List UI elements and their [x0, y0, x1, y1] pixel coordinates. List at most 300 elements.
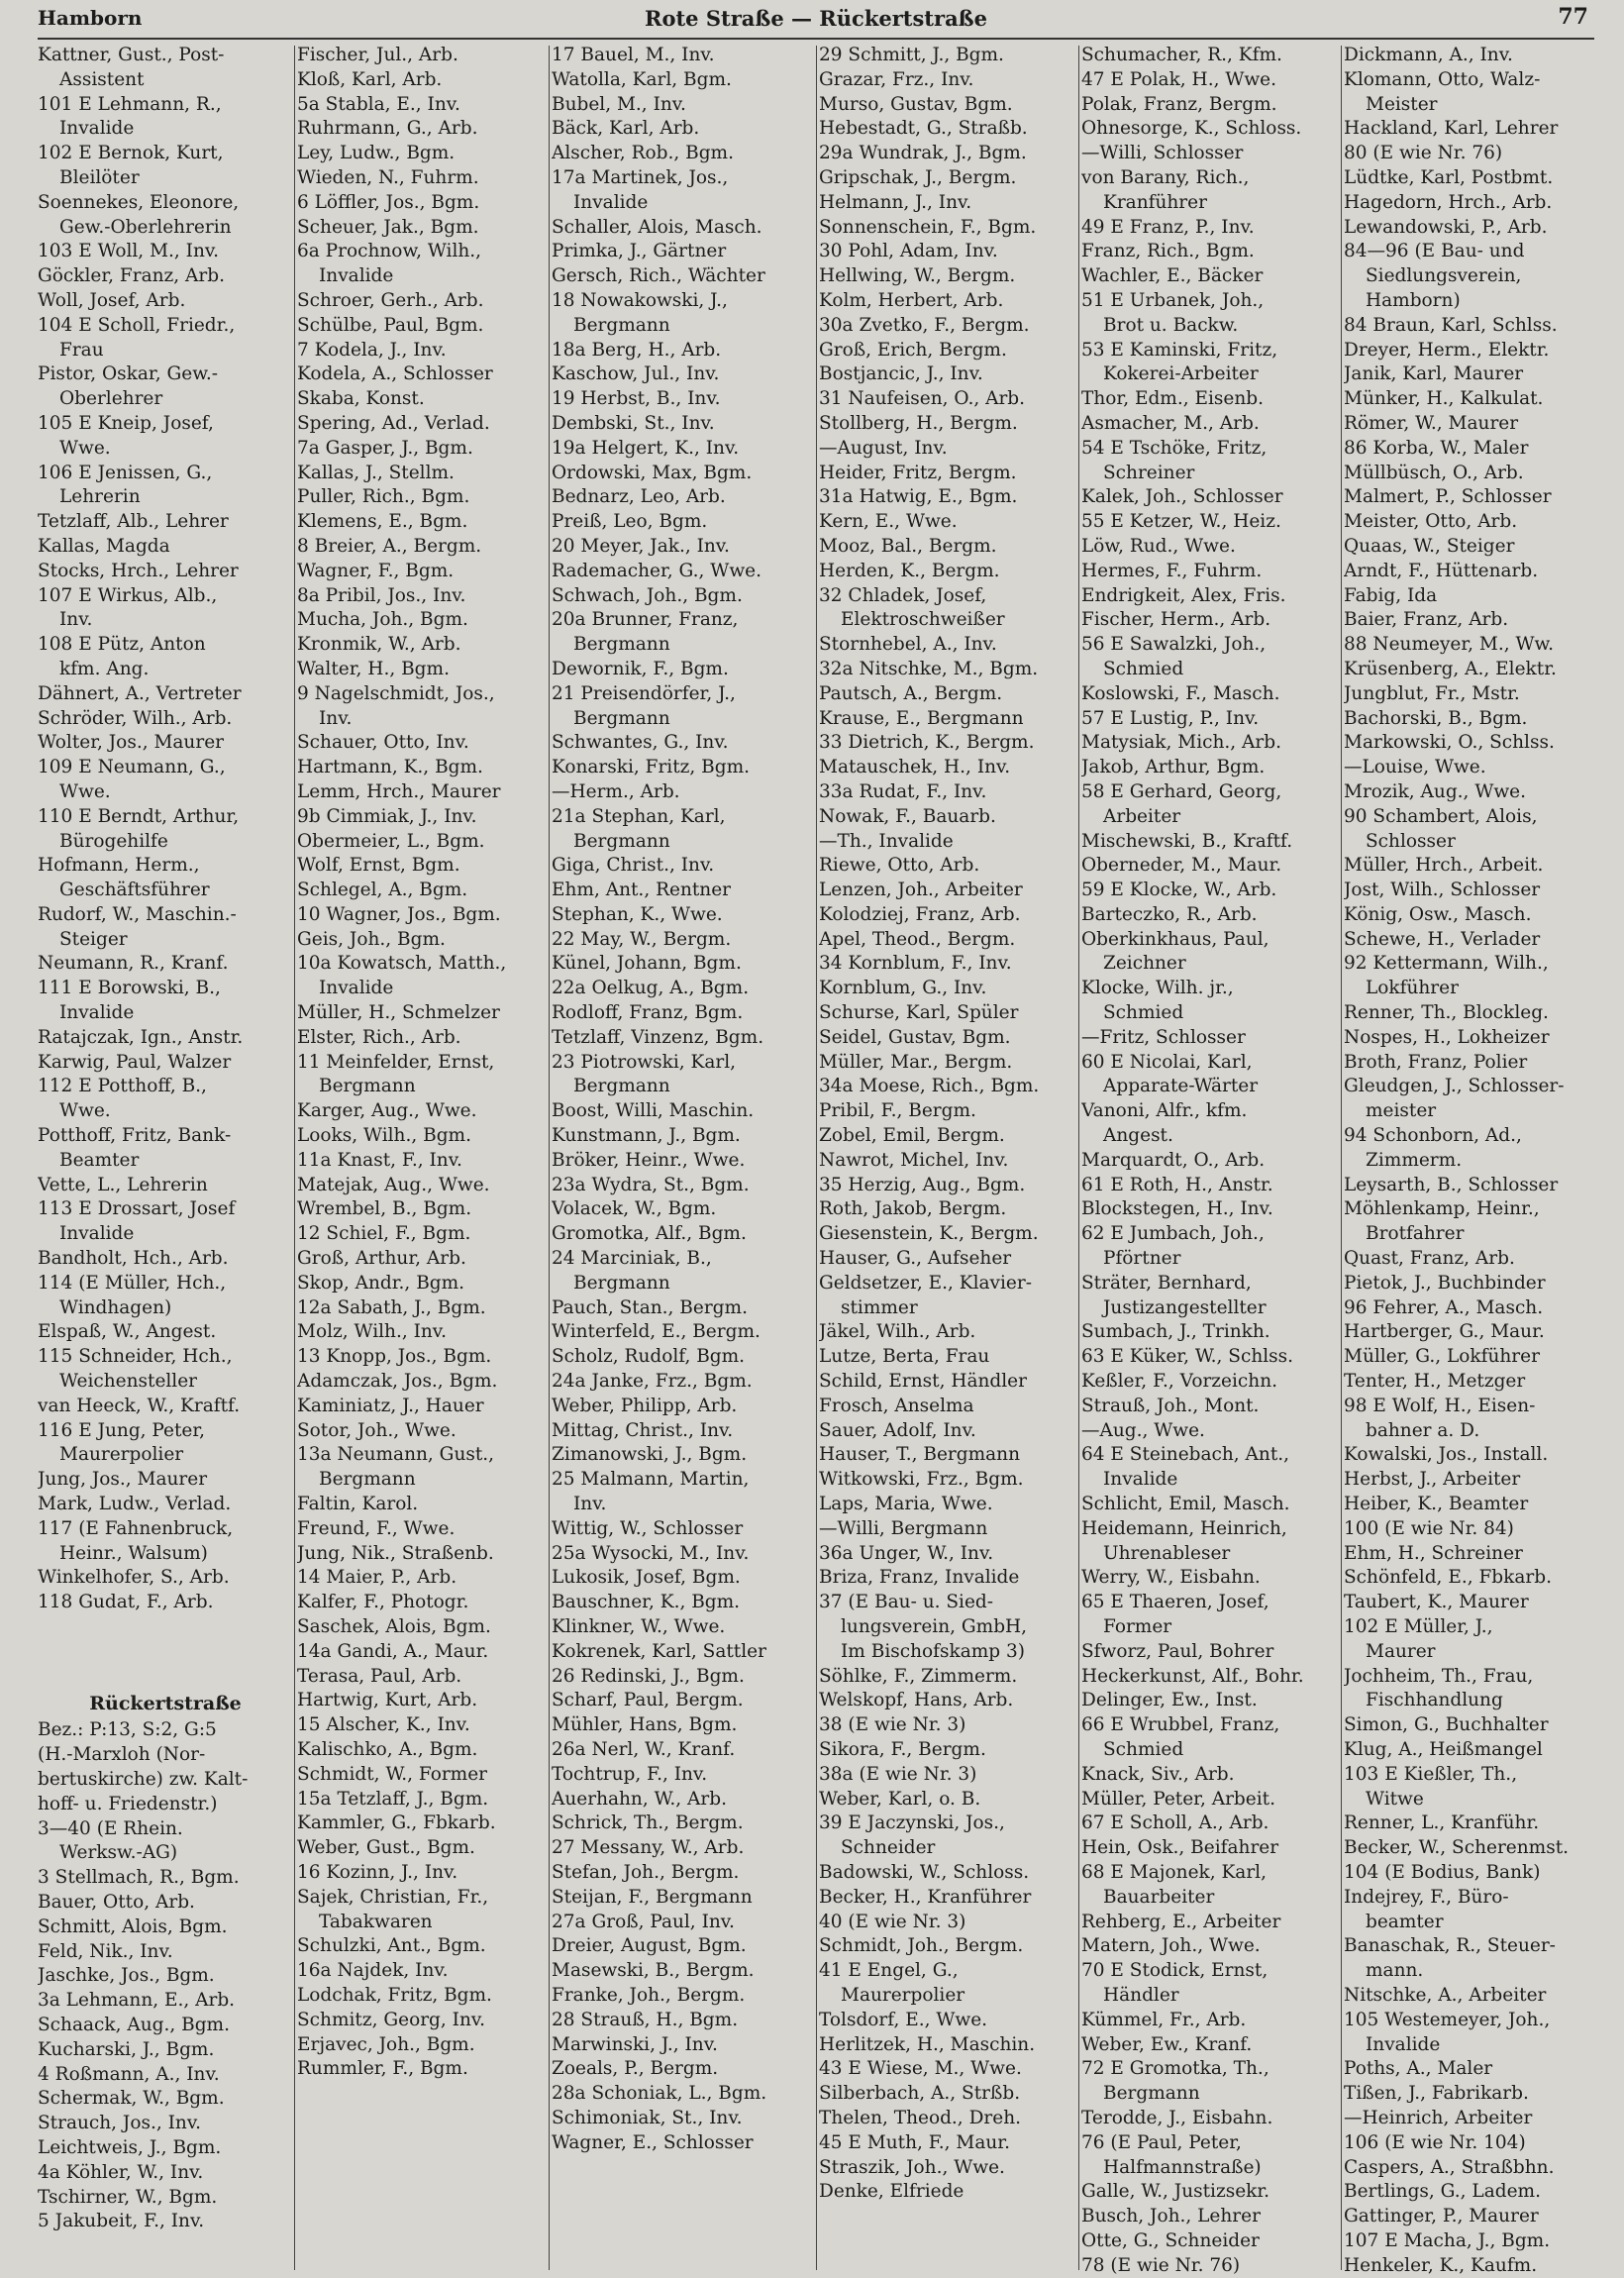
directory-entry: Schild, Ernst, Händler: [819, 1371, 1027, 1393]
directory-entry: 116 E Jung, Peter,: [38, 1419, 206, 1441]
directory-entry: 19 Herbst, B., Inv.: [552, 388, 721, 410]
directory-entry: Scholz, Rudolf, Bgm.: [552, 1346, 746, 1368]
directory-entry: 65 E Thaeren, Josef,: [1081, 1592, 1269, 1613]
directory-entry: 55 E Ketzer, W., Heiz.: [1081, 511, 1281, 533]
directory-entry: Auerhahn, W., Arb.: [552, 1788, 727, 1810]
directory-entry: Tetzlaff, Alb., Lehrer: [38, 511, 229, 533]
directory-entry: Wachler, E., Bäcker: [1081, 265, 1264, 287]
directory-entry: 72 E Gromotka, Th.,: [1081, 2058, 1269, 2080]
directory-entry: Sikora, F., Bergm.: [819, 1738, 986, 1760]
entry-continuation: Elektroschweißer: [841, 609, 1005, 631]
entry-continuation: Zeichner: [1103, 953, 1186, 975]
directory-entry: Thelen, Theod., Dreh.: [819, 2107, 1021, 2128]
directory-entry: Mucha, Joh., Bgm.: [297, 609, 468, 631]
directory-entry: 61 E Roth, H., Anstr.: [1081, 1174, 1273, 1195]
directory-entry: 67 E Scholl, A., Arb.: [1081, 1812, 1269, 1834]
entry-continuation: Invalide: [59, 1223, 135, 1245]
directory-entry: Schauer, Otto, Inv.: [297, 732, 469, 754]
entry-continuation: Händler: [1103, 1984, 1179, 2006]
directory-entry: 21a Stephan, Karl,: [552, 805, 726, 827]
directory-entry: Pauch, Stan., Bergm.: [552, 1296, 748, 1318]
directory-entry: Steijan, F., Bergmann: [552, 1886, 753, 1908]
page-number: 77: [1558, 4, 1588, 30]
directory-entry: Denke, Elfriede: [819, 2181, 964, 2203]
entry-continuation: Invalide: [319, 265, 394, 287]
directory-entry: 3 Stellmach, R., Bgm.: [38, 1867, 240, 1889]
directory-entry: Lüdtke, Karl, Postbmt.: [1344, 166, 1554, 188]
directory-entry: Murso, Gustav, Bgm.: [819, 93, 1013, 115]
directory-entry: 90 Schambert, Alois,: [1344, 805, 1538, 827]
directory-entry: 22 May, W., Bergm.: [552, 928, 732, 950]
entry-continuation: Invalide: [59, 118, 135, 140]
directory-entry: Müllbüsch, O., Arb.: [1344, 462, 1524, 483]
directory-entry: 31a Hatwig, E., Bgm.: [819, 486, 1018, 508]
directory-entry: Hackland, Karl, Lehrer: [1344, 118, 1559, 140]
directory-entry: Adamczak, Jos., Bgm.: [297, 1371, 498, 1393]
directory-entry: 3—40 (E Rhein.: [38, 1817, 183, 1839]
directory-entry: 33a Rudat, F., Inv.: [819, 780, 987, 802]
directory-entry: Simon, G., Buchhalter: [1344, 1714, 1549, 1736]
directory-entry: Kammler, G., Fbkarb.: [297, 1812, 496, 1834]
directory-entry: Groß, Arthur, Arb.: [297, 1248, 466, 1270]
directory-entry: Witkowski, Frz., Bgm.: [819, 1469, 1024, 1491]
entry-continuation: Meister: [1366, 93, 1438, 115]
directory-entry: Wagner, E., Schlosser: [552, 2131, 754, 2153]
directory-entry: Kaschow, Jul., Inv.: [552, 363, 720, 385]
directory-entry: Matauschek, H., Inv.: [819, 757, 1011, 778]
entry-continuation: Windhagen): [59, 1296, 172, 1318]
directory-entry: Matysiak, Mich., Arb.: [1081, 732, 1281, 754]
directory-entry: Bröker, Heinr., Wwe.: [552, 1149, 746, 1171]
directory-entry: 5 Jakubeit, F., Inv.: [38, 2211, 205, 2232]
directory-entry: Leysarth, B., Schlosser: [1344, 1174, 1559, 1195]
directory-entry: 51 E Urbanek, Joh.,: [1081, 289, 1265, 311]
directory-entry: Jaschke, Jos., Bgm.: [38, 1965, 215, 1987]
directory-entry: Preiß, Leo, Bgm.: [552, 511, 708, 533]
directory-entry: Frosch, Anselma: [819, 1395, 974, 1416]
directory-entry: Elster, Rich., Arb.: [297, 1026, 461, 1048]
directory-entry: Zimanowski, J., Bgm.: [552, 1444, 748, 1466]
directory-entry: Heidemann, Heinrich,: [1081, 1517, 1287, 1539]
directory-entry: 9b Cimmiak, J., Inv.: [297, 805, 477, 827]
entry-continuation: Schmied: [1103, 1738, 1184, 1760]
directory-entry: Erjavec, Joh., Bgm.: [297, 2033, 475, 2055]
directory-entry: 86 Korba, W., Maler: [1344, 437, 1529, 459]
directory-entry: Grazar, Frz., Inv.: [819, 68, 974, 90]
directory-entry: Schrick, Th., Bergm.: [552, 1812, 744, 1834]
directory-entry: König, Osw., Masch.: [1344, 903, 1532, 925]
directory-entry: Sauer, Adolf, Inv.: [819, 1419, 976, 1441]
directory-entry: Kowalski, Jos., Install.: [1344, 1444, 1549, 1466]
directory-entry: —Th., Invalide: [819, 830, 954, 852]
directory-entry: Schermak, W., Bgm.: [38, 2088, 225, 2110]
entry-continuation: Inv.: [319, 707, 353, 729]
directory-entry: Molz, Wilh., Inv.: [297, 1321, 447, 1343]
directory-entry: Kokrenek, Karl, Sattler: [552, 1640, 766, 1662]
directory-entry: Indejrey, F., Büro-: [1344, 1886, 1509, 1908]
directory-entry: Schönfeld, E., Fbkarb.: [1344, 1567, 1552, 1589]
directory-entry: Wagner, F., Bgm.: [297, 560, 455, 581]
directory-entry: Bertlings, G., Ladem.: [1344, 2181, 1541, 2203]
directory-entry: van Heeck, W., Kraftf.: [38, 1395, 241, 1416]
directory-entry: Matejak, Aug., Wwe.: [297, 1174, 490, 1195]
directory-entry: Heider, Fritz, Bergm.: [819, 462, 1017, 483]
directory-entry: Busch, Joh., Lehrer: [1081, 2206, 1261, 2227]
directory-entry: Sträter, Bernhard,: [1081, 1272, 1252, 1294]
directory-entry: Schmitz, Georg, Inv.: [297, 2009, 486, 2030]
directory-entry: Ohnesorge, K., Schloss.: [1081, 118, 1302, 140]
entry-continuation: Wwe.: [59, 780, 111, 802]
directory-entry: Vette, L., Lehrerin: [38, 1174, 208, 1195]
directory-entry: Schröder, Wilh., Arb.: [38, 707, 233, 729]
directory-entry: Dembski, St., Inv.: [552, 412, 715, 434]
directory-entry: Gromotka, Alf., Bgm.: [552, 1223, 747, 1245]
directory-entry: 94 Schonborn, Ad.,: [1344, 1125, 1522, 1147]
directory-entry: Silberbach, A., Strßb.: [819, 2083, 1021, 2105]
directory-entry: Gleudgen, J., Schlosser-: [1344, 1076, 1565, 1097]
directory-entry: 8a Pribil, Jos., Inv.: [297, 584, 466, 606]
directory-entry: 12 Schiel, F., Bgm.: [297, 1223, 471, 1245]
entry-continuation: Werksw.-AG): [59, 1842, 178, 1864]
directory-entry: Nawrot, Michel, Inv.: [819, 1149, 1009, 1171]
directory-entry: Kloß, Karl, Arb.: [297, 68, 443, 90]
directory-entry: Oberkinkhaus, Paul,: [1081, 928, 1269, 950]
entry-continuation: Wwe.: [59, 437, 111, 459]
directory-entry: Watolla, Karl, Bgm.: [552, 68, 732, 90]
directory-entry: Möhlenkamp, Heinr.,: [1344, 1198, 1540, 1220]
directory-entry: 113 E Drossart, Josef: [38, 1198, 236, 1220]
directory-entry: Münker, H., Kalkulat.: [1344, 388, 1544, 410]
directory-entry: Blockstegen, H., Inv.: [1081, 1198, 1273, 1220]
directory-entry: Skaba, Konst.: [297, 388, 425, 410]
directory-entry: Winterfeld, E., Bergm.: [552, 1321, 761, 1343]
directory-entry: 28a Schoniak, L., Bgm.: [552, 2083, 767, 2105]
directory-entry: Bez.: P:13, S:2, G:5: [38, 1719, 217, 1741]
directory-entry: Rudorf, W., Maschin.-: [38, 903, 237, 925]
entry-continuation: Justizangestellter: [1103, 1296, 1267, 1318]
directory-entry: Bäck, Karl, Arb.: [552, 118, 700, 140]
directory-entry: Kaminiatz, J., Hauer: [297, 1395, 484, 1416]
directory-entry: Jung, Nik., Straßenb.: [297, 1542, 494, 1564]
directory-entry: 118 Gudat, F., Arb.: [38, 1592, 214, 1613]
directory-entry: Matern, Joh., Wwe.: [1081, 1935, 1261, 1957]
directory-entry: 78 (E wie Nr. 76): [1081, 2254, 1241, 2274]
directory-entry: Karwig, Paul, Walzer: [38, 1051, 232, 1073]
directory-entry: Quast, Franz, Arb.: [1344, 1248, 1515, 1270]
directory-entry: Kallas, Magda: [38, 535, 170, 557]
directory-entry: Löw, Rud., Wwe.: [1081, 535, 1236, 557]
directory-entry: Lemm, Hrch., Maurer: [297, 780, 501, 802]
directory-entry: Müller, H., Schmelzer: [297, 1002, 500, 1024]
directory-entry: Fischer, Jul., Arb.: [297, 45, 458, 65]
directory-entry: 18a Berg, H., Arb.: [552, 339, 722, 361]
directory-entry: Dreyer, Herm., Elektr.: [1344, 339, 1550, 361]
directory-entry: Sfworz, Paul, Bohrer: [1081, 1640, 1274, 1662]
directory-entry: 43 E Wiese, M., Wwe.: [819, 2058, 1022, 2080]
directory-entry: 16 Kozinn, J., Inv.: [297, 1861, 458, 1883]
directory-entry: 64 E Steinebach, Ant.,: [1081, 1444, 1290, 1466]
directory-entry: Seidel, Gustav, Bgm.: [819, 1026, 1011, 1048]
directory-entry: Künel, Johann, Bgm.: [552, 953, 742, 975]
entry-continuation: Apparate-Wärter: [1103, 1076, 1259, 1097]
directory-entry: Herlitzek, H., Maschin.: [819, 2033, 1036, 2055]
directory-entry: Schmidt, W., Former: [297, 1763, 488, 1785]
directory-entry: Freund, F., Wwe.: [297, 1517, 456, 1539]
directory-entry: Schülbe, Paul, Bgm.: [297, 314, 484, 336]
directory-entry: 53 E Kaminski, Fritz,: [1081, 339, 1278, 361]
entry-continuation: mann.: [1366, 1960, 1424, 1982]
directory-entry: Skop, Andr., Bgm.: [297, 1272, 465, 1294]
directory-entry: Franke, Joh., Bergm.: [552, 1984, 746, 2006]
directory-column: [38, 44, 293, 2274]
directory-entry: —Fritz, Schlosser: [1081, 1026, 1246, 1048]
directory-entry: Geldsetzer, E., Klavier-: [819, 1272, 1032, 1294]
directory-entry: Söhlke, F., Zimmerm.: [819, 1665, 1018, 1687]
directory-entry: Tolsdorf, E., Wwe.: [819, 2009, 988, 2030]
directory-entry: Mark, Ludw., Verlad.: [38, 1494, 232, 1515]
directory-column: [1344, 44, 1609, 2274]
directory-entry: 21 Preisendörfer, J.,: [552, 682, 736, 704]
directory-entry: 15a Tetzlaff, J., Bgm.: [297, 1788, 489, 1810]
directory-entry: Bandholt, Hch., Arb.: [38, 1248, 229, 1270]
directory-entry: 14a Gandi, A., Maur.: [297, 1640, 489, 1662]
directory-entry: Hauser, G., Aufseher: [819, 1248, 1012, 1270]
directory-entry: Bednarz, Leo, Arb.: [552, 486, 726, 508]
directory-entry: Klocke, Wilh. jr.,: [1081, 978, 1234, 999]
directory-entry: 66 E Wrubbel, Franz,: [1081, 1714, 1280, 1736]
directory-entry: 88 Neumeyer, M., Ww.: [1344, 634, 1555, 656]
directory-entry: Krause, E., Bergmann: [819, 707, 1024, 729]
entry-continuation: Bergmann: [573, 1272, 670, 1294]
directory-entry: 7 Kodela, J., Inv.: [297, 339, 447, 361]
directory-entry: 27a Groß, Paul, Inv.: [552, 1911, 735, 1932]
directory-entry: Woll, Josef, Arb.: [38, 289, 186, 311]
directory-entry: Kallas, J., Stellm.: [297, 462, 455, 483]
directory-entry: 4 Roßmann, A., Inv.: [38, 2063, 220, 2085]
directory-entry: Ratajczak, Ign., Anstr.: [38, 1026, 244, 1048]
directory-entry: Römer, W., Maurer: [1344, 412, 1519, 434]
directory-entry: Fischer, Herm., Arb.: [1081, 609, 1271, 631]
directory-entry: Welskopf, Hans, Arb.: [819, 1690, 1014, 1711]
directory-entry: Barteczko, R., Arb.: [1081, 903, 1258, 925]
entry-continuation: Heinr., Walsum): [59, 1542, 208, 1564]
entry-continuation: Bergmann: [573, 314, 670, 336]
directory-entry: 5a Stabla, E., Inv.: [297, 93, 460, 115]
entry-continuation: Inv.: [59, 609, 93, 631]
directory-entry: 80 (E wie Nr. 76): [1344, 143, 1503, 164]
directory-entry: 56 E Sawalzki, Joh.,: [1081, 634, 1267, 656]
directory-entry: 35 Herzig, Aug., Bgm.: [819, 1174, 1026, 1195]
directory-entry: Kalfer, F., Photogr.: [297, 1592, 469, 1613]
directory-entry: Tetzlaff, Vinzenz, Bgm.: [552, 1026, 764, 1048]
directory-entry: Bauschner, K., Bgm.: [552, 1592, 741, 1613]
directory-entry: Ley, Ludw., Bgm.: [297, 143, 456, 164]
directory-entry: Tochtrup, F., Inv.: [552, 1763, 708, 1785]
directory-entry: Gattinger, P., Maurer: [1344, 2206, 1539, 2227]
entry-continuation: lungsverein, GmbH,: [841, 1616, 1028, 1637]
directory-entry: —Herm., Arb.: [552, 780, 680, 802]
directory-entry: Klug, A., Heißmangel: [1344, 1738, 1543, 1760]
directory-entry: Otte, G., Schneider: [1081, 2229, 1260, 2251]
entry-continuation: Geschäftsführer: [59, 880, 210, 901]
directory-entry: Mittag, Christ., Inv.: [552, 1419, 734, 1441]
directory-entry: Strauch, Jos., Inv.: [38, 2113, 201, 2134]
directory-entry: Ehm, H., Schreiner: [1344, 1542, 1523, 1564]
entry-continuation: Angest.: [1103, 1125, 1173, 1147]
directory-entry: 20a Brunner, Franz,: [552, 609, 739, 631]
directory-entry: 37 (E Bau- u. Sied-: [819, 1592, 994, 1613]
directory-entry: Looks, Wilh., Bgm.: [297, 1125, 471, 1147]
directory-entry: Mischewski, B., Kraftf.: [1081, 830, 1293, 852]
directory-entry: 34 Kornblum, F., Inv.: [819, 953, 1012, 975]
directory-entry: 19a Helgert, K., Inv.: [552, 437, 740, 459]
directory-entry: Markowski, O., Schlss.: [1344, 732, 1555, 754]
entry-continuation: Invalide: [1103, 1469, 1178, 1491]
directory-entry: 76 (E Paul, Peter,: [1081, 2131, 1242, 2153]
directory-entry: 6a Prochnow, Wilh.,: [297, 241, 482, 262]
entry-continuation: Halfmannstraße): [1103, 2156, 1262, 2178]
entry-continuation: Brot u. Backw.: [1103, 314, 1239, 336]
directory-entry: Lodchak, Fritz, Bgm.: [297, 1984, 492, 2006]
directory-entry: Lenzen, Joh., Arbeiter: [819, 880, 1023, 901]
directory-entry: 102 E Bernok, Kurt,: [38, 143, 224, 164]
directory-entry: Dewornik, F., Bgm.: [552, 658, 729, 679]
directory-entry: Masewski, B., Bergm.: [552, 1960, 755, 1982]
directory-entry: Straszik, Joh., Wwe.: [819, 2156, 1005, 2178]
entry-continuation: Beamter: [59, 1149, 140, 1171]
directory-entry: 98 E Wolf, H., Eisen-: [1344, 1395, 1536, 1416]
directory-entry: 17 Bauel, M., Inv.: [552, 45, 715, 65]
directory-entry: Caspers, A., Straßbhn.: [1344, 2156, 1555, 2178]
directory-entry: 57 E Lustig, P., Inv.: [1081, 707, 1260, 729]
entry-continuation: Steiger: [59, 928, 128, 950]
directory-entry: Bubel, M., Inv.: [552, 93, 686, 115]
directory-entry: Schurse, Karl, Spüler: [819, 1002, 1019, 1024]
directory-entry: Krüsenberg, A., Elektr.: [1344, 658, 1557, 679]
directory-entry: Schlegel, A., Bgm.: [297, 880, 468, 901]
directory-entry: 12a Sabath, J., Bgm.: [297, 1296, 486, 1318]
directory-entry: Konarski, Fritz, Bgm.: [552, 757, 751, 778]
directory-entry: Soennekes, Eleonore,: [38, 191, 240, 213]
entry-continuation: Brotfahrer: [1366, 1223, 1465, 1245]
directory-entry: Schmitt, Alois, Bgm.: [38, 1916, 228, 1937]
directory-entry: Weber, Karl, o. B.: [819, 1788, 981, 1810]
directory-entry: Klemens, E., Bgm.: [297, 511, 468, 533]
directory-column: [819, 44, 1075, 2274]
directory-entry: Gersch, Rich., Wächter: [552, 265, 765, 287]
directory-entry: Stollberg, H., Bergm.: [819, 412, 1018, 434]
directory-entry: Schwantes, G., Inv.: [552, 732, 729, 754]
directory-entry: 84 Braun, Karl, Schlss.: [1344, 314, 1558, 336]
entry-continuation: Bauarbeiter: [1103, 1886, 1215, 1908]
directory-entry: Rodloff, Franz, Bgm.: [552, 1002, 744, 1024]
directory-entry: 8 Breier, A., Bergm.: [297, 535, 482, 557]
directory-entry: Laps, Maria, Wwe.: [819, 1494, 993, 1515]
directory-entry: Lutze, Berta, Frau: [819, 1346, 990, 1368]
directory-entry: —Willi, Schlosser: [1081, 143, 1244, 164]
entry-continuation: Bergmann: [573, 1076, 670, 1097]
directory-entry: 41 E Engel, G.,: [819, 1960, 959, 1982]
directory-entry: Wolf, Ernst, Bgm.: [297, 855, 460, 877]
directory-column: [1081, 44, 1339, 2274]
directory-entry: 70 E Stodick, Ernst,: [1081, 1960, 1269, 1982]
directory-entry: Becker, W., Scherenmst.: [1344, 1837, 1570, 1859]
entry-continuation: Bergmann: [1103, 2083, 1200, 2105]
directory-entry: Hartmann, K., Bgm.: [297, 757, 483, 778]
directory-entry: 16a Najdek, Inv.: [297, 1960, 449, 1982]
entry-continuation: Lehrerin: [59, 486, 141, 508]
directory-entry: Saschek, Alois, Bgm.: [297, 1616, 491, 1637]
directory-entry: 33 Dietrich, K., Bergm.: [819, 732, 1035, 754]
entry-continuation: Uhrenableser: [1103, 1542, 1231, 1564]
directory-entry: Franz, Rich., Bgm.: [1081, 241, 1255, 262]
directory-entry: —Aug., Wwe.: [1081, 1419, 1205, 1441]
directory-entry: Herden, K., Bergm.: [819, 560, 1000, 581]
directory-entry: Pistor, Oskar, Gew.-: [38, 363, 218, 385]
directory-entry: 49 E Franz, P., Inv.: [1081, 216, 1255, 238]
directory-entry: 29 Schmitt, J., Bgm.: [819, 45, 1004, 65]
directory-entry: Marwinski, J., Inv.: [552, 2033, 718, 2055]
directory-column: [552, 44, 813, 2274]
directory-entry: Kolodziej, Franz, Arb.: [819, 903, 1021, 925]
entry-continuation: Bergmann: [573, 830, 670, 852]
directory-entry: Hellwing, W., Bergm.: [819, 265, 1016, 287]
directory-entry: Hartberger, G., Maur.: [1344, 1321, 1545, 1343]
directory-entry: Kunstmann, J., Bgm.: [552, 1125, 741, 1147]
directory-entry: Renner, Th., Blockleg.: [1344, 1002, 1549, 1024]
directory-entry: Oberneder, M., Maur.: [1081, 855, 1282, 877]
directory-entry: Leichtweis, J., Bgm.: [38, 2136, 222, 2158]
entry-continuation: Invalide: [319, 978, 394, 999]
directory-entry: Nospes, H., Lokheizer: [1344, 1026, 1550, 1048]
directory-entry: 105 Westemeyer, Joh.,: [1344, 2009, 1551, 2030]
directory-entry: Delinger, Ew., Inst.: [1081, 1690, 1258, 1711]
directory-entry: Broth, Franz, Polier: [1344, 1051, 1528, 1073]
street-heading: Rückertstraße: [89, 1693, 242, 1715]
directory-entry: Kronmik, W., Arb.: [297, 634, 461, 656]
entry-continuation: Maurer: [1366, 1640, 1436, 1662]
directory-entry: Elspaß, W., Angest.: [38, 1321, 217, 1343]
directory-entry: (H.-Marxloh (Nor-: [38, 1744, 206, 1766]
directory-entry: Hebestadt, G., Straßb.: [819, 118, 1028, 140]
entry-continuation: Lokführer: [1366, 978, 1459, 999]
directory-entry: Obermeier, L., Bgm.: [297, 830, 485, 852]
directory-entry: 60 E Nicolai, Karl,: [1081, 1051, 1253, 1073]
directory-entry: Poths, A., Maler: [1344, 2058, 1493, 2080]
directory-entry: Sajek, Christian, Fr.,: [297, 1886, 489, 1908]
directory-entry: Hofmann, Herm.,: [38, 855, 200, 877]
entry-continuation: Bergmann: [573, 634, 670, 656]
directory-column: [297, 44, 547, 2274]
directory-entry: 62 E Jumbach, Joh.,: [1081, 1223, 1265, 1245]
directory-entry: Geis, Joh., Bgm.: [297, 928, 446, 950]
entry-continuation: Witwe: [1366, 1788, 1424, 1810]
column-divider: [816, 46, 817, 2270]
directory-entry: Lukosik, Josef, Bgm.: [552, 1567, 741, 1589]
directory-entry: Werry, W., Eisbahn.: [1081, 1567, 1261, 1589]
entry-continuation: Fischhandlung: [1366, 1690, 1503, 1711]
directory-entry: Kalek, Joh., Schlosser: [1081, 486, 1283, 508]
directory-entry: Schaller, Alois, Masch.: [552, 216, 762, 238]
directory-entry: Asmacher, M., Arb.: [1081, 412, 1260, 434]
page-header: [38, 4, 1594, 40]
directory-entry: bertuskirche) zw. Kalt-: [38, 1768, 249, 1790]
directory-entry: 104 (E Bodius, Bank): [1344, 1861, 1541, 1883]
entry-continuation: Schreiner: [1103, 462, 1195, 483]
directory-entry: Weber, Gust., Bgm.: [297, 1837, 475, 1859]
directory-entry: Klomann, Otto, Walz-: [1344, 68, 1541, 90]
header-street-range: Rote Straße — Rückertstraße: [645, 6, 987, 31]
